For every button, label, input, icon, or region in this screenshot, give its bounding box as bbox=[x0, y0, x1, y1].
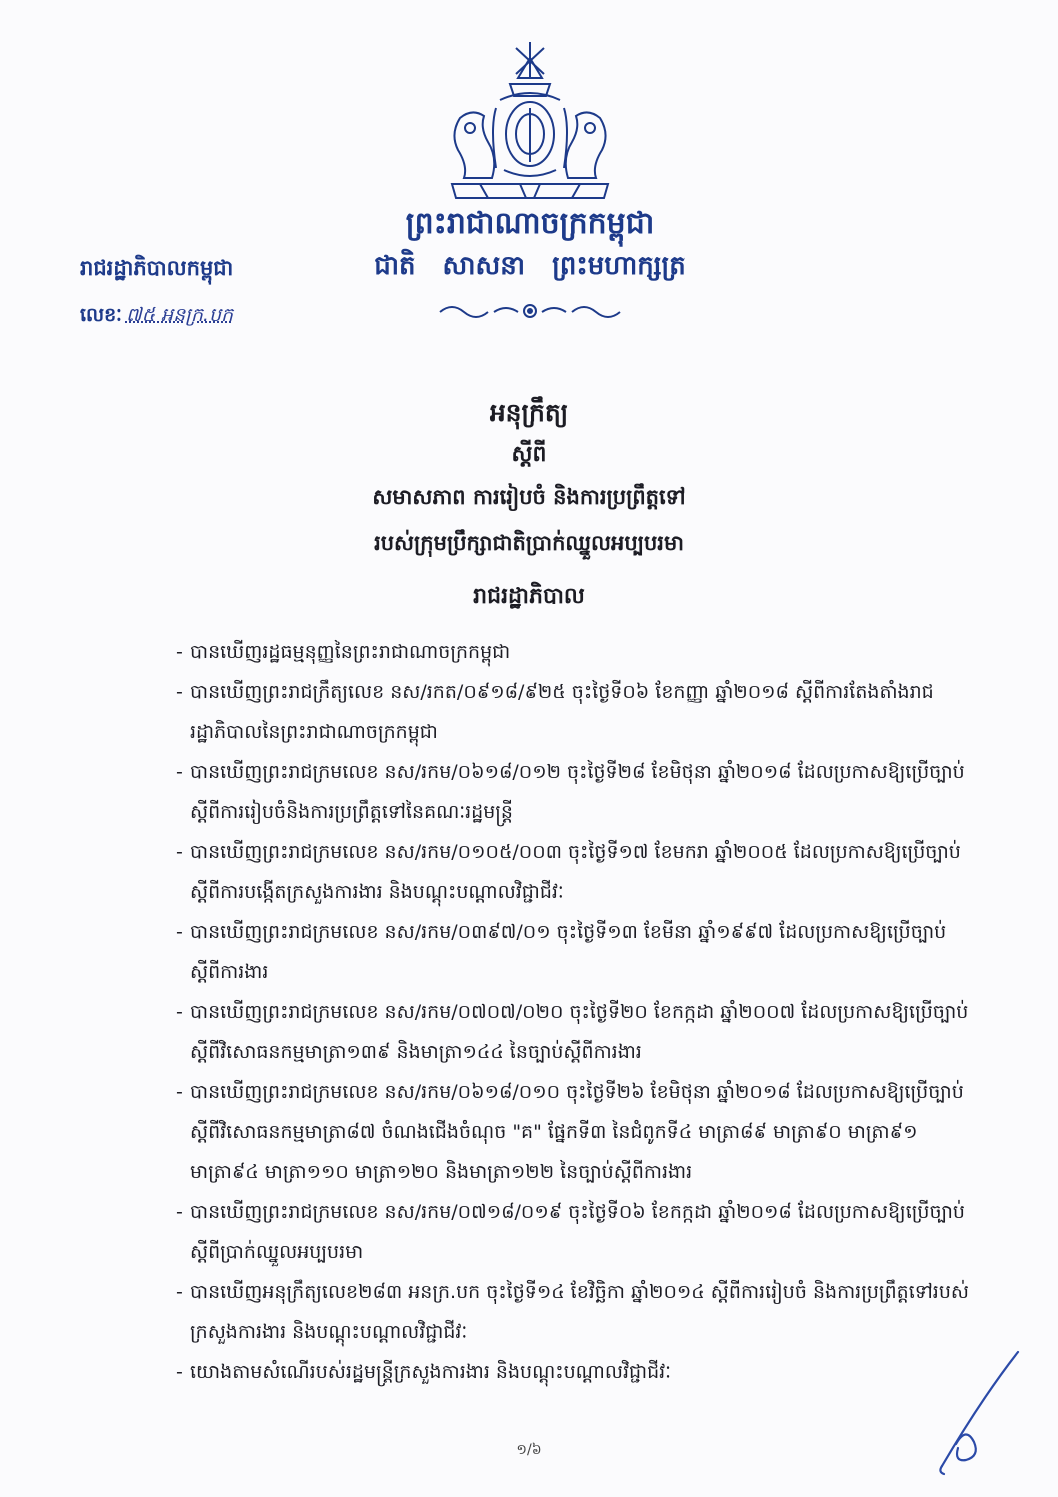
preamble-item: - បានឃើញព្រះរាជក្រមលេខ នស/រកម/០៧០៧/០២០ ចុះថ្ងៃទី២០ ខែកក្កដា ឆ្នាំ២០០៧ ដែលប្រកាសឱ្យប្រើច្បាប់ស្តីពីវិសោធនកម្មមាត្រា១៣៩ និងមាត្រា១៤៤ នៃច្បាប់ស្តីពីការងារ bbox=[176, 992, 976, 1072]
preamble-item: - បានឃើញព្រះរាជក្រឹត្យលេខ នស/រកត/០៩១៨/៩២៥ ចុះថ្ងៃទី០៦ ខែកញ្ញា ឆ្នាំ២០១៨ ស្តីពីការតែងតាំងរាជរដ្ឋាភិបាលនៃព្រះរាជាណាចក្រកម្ពុជា bbox=[176, 672, 976, 752]
preamble-item: - បានឃើញអនុក្រឹត្យលេខ២៨៣ អនក្រ.បក ចុះថ្ងៃទី១៤ ខែវិច្ឆិកា ឆ្នាំ២០១៤ ស្តីពីការរៀបចំ និងការប្រព្រឹត្តទៅរបស់ក្រសួងការងារ និងបណ្តុះបណ្តាលវិជ្ជាជីវៈ bbox=[176, 1272, 976, 1352]
subject-line-1: សមាសភាព ការរៀបចំ និងការប្រព្រឹត្តទៅ bbox=[372, 485, 686, 509]
heading-about: ស្តីពី bbox=[511, 442, 547, 467]
preamble-item: - បានឃើញព្រះរាជក្រមលេខ នស/រកម/០៦១៨/០១២ ចុះថ្ងៃទី២៨ ខែមិថុនា ឆ្នាំ២០១៨ ដែលប្រកាសឱ្យប្រើច្បាប់ស្តីពីការរៀបចំនិងការប្រព្រឹត្តទៅនៃគណៈរដ្ឋមន្ត្រី bbox=[176, 752, 976, 832]
government-name: រាជរដ្ឋាភិបាលកម្ពុជា bbox=[80, 256, 234, 280]
preamble-item: - បានឃើញព្រះរាជក្រមលេខ នស/រកម/០៦១៨/០១០ ចុះថ្ងៃទី២៦ ខែមិថុនា ឆ្នាំ២០១៨ ដែលប្រកាសឱ្យប្រើច្បាប់ស្តីពីវិសោធនកម្មមាត្រា៨៧ ចំណងជើងចំណុច "គ" ផ្នែកទី៣ នៃជំពូកទី៤ មាត្រា៨៩ មាត្រា៩០ មាត្រា៩១ មាត្រា៩៤ មាត្រា១១០ មាត្រា១២០ និងមាត្រា១២២ នៃច្បាប់ស្តីពីការងារ bbox=[176, 1072, 976, 1192]
royal-coat-of-arms-icon bbox=[440, 38, 620, 206]
page-number: ១/៦ bbox=[516, 1442, 542, 1458]
preamble-item: - បានឃើញព្រះរាជក្រមលេខ នស/រកម/០១០៥/០០៣ ចុះថ្ងៃទី១៧ ខែមករា ឆ្នាំ២០០៥ ដែលប្រកាសឱ្យប្រើច្បាប់ស្តីពីការបង្កើតក្រសួងការងារ និងបណ្តុះបណ្តាលវិជ្ជាជីវៈ bbox=[176, 832, 976, 912]
preamble-item: - បានឃើញព្រះរាជក្រមលេខ នស/រកម/០៧១៨/០១៩ ចុះថ្ងៃទី០៦ ខែកក្កដា ឆ្នាំ២០១៨ ដែលប្រកាសឱ្យប្រើច្បាប់ស្តីពីប្រាក់ឈ្នួលអប្បបរមា bbox=[176, 1192, 976, 1272]
preamble-item: - បានឃើញព្រះរាជក្រមលេខ នស/រកម/០៣៩៧/០១ ចុះថ្ងៃទី១៣ ខែមីនា ឆ្នាំ១៩៩៧ ដែលប្រកាសឱ្យប្រើច្បាប់ស្តីពីការងារ bbox=[176, 912, 976, 992]
preamble-list bbox=[176, 632, 976, 1392]
preamble-item: - យោងតាមសំណើរបស់រដ្ឋមន្ត្រីក្រសួងការងារ និងបណ្តុះបណ្តាលវិជ្ជាជីវៈ bbox=[176, 1352, 976, 1392]
preamble-item: - បានឃើញរដ្ឋធម្មនុញ្ញនៃព្រះរាជាណាចក្រកម្ពុជា bbox=[176, 632, 976, 672]
subject-line-2: របស់ក្រុមប្រឹក្សាជាតិប្រាក់ឈ្នួលអប្បបរមា bbox=[374, 531, 684, 555]
ornament-divider-icon bbox=[430, 296, 630, 326]
national-motto: ជាតិ សាសនា ព្រះមហាក្សត្រ bbox=[374, 251, 686, 281]
kingdom-title: ព្រះរាជាណាចក្រកម្ពុជា bbox=[405, 206, 655, 241]
handwritten-initial-icon bbox=[922, 1348, 1032, 1478]
document-type: អនុក្រឹត្យ bbox=[489, 398, 569, 427]
reference-label: លេខៈ bbox=[80, 304, 122, 326]
reference-value: ៧៥ អនក្រ.បក bbox=[125, 304, 234, 326]
reference-number bbox=[80, 302, 340, 328]
issuer-heading: រាជរដ្ឋាភិបាល bbox=[473, 584, 585, 609]
